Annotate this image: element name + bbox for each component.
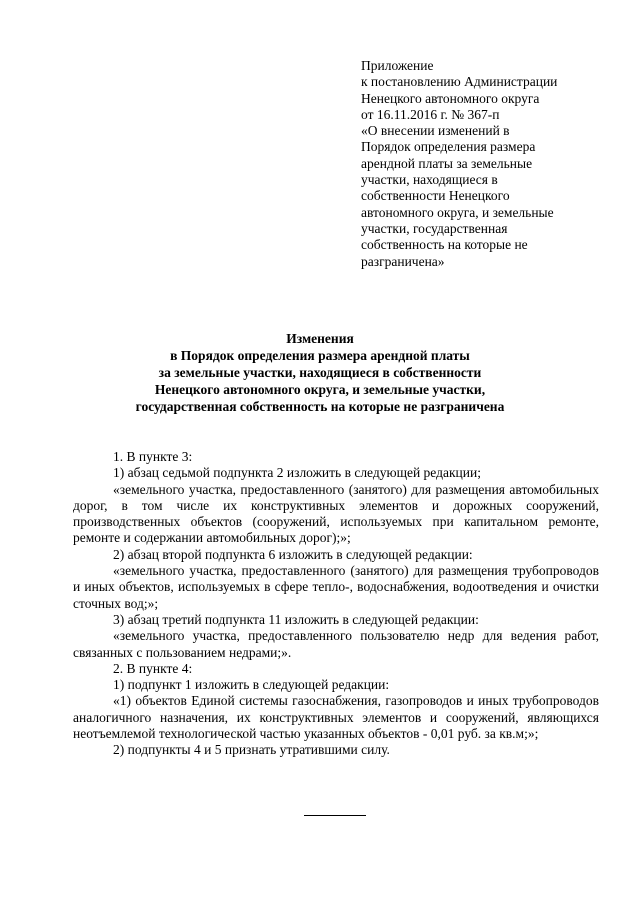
paragraph: «земельного участка, предоставленного (занятого) для размещения трубопроводов и иных объектов, используемых в сфере тепло-, водоснабжения, водоотведения и очистки сточных вод;»; — [73, 563, 599, 611]
appendix-block — [361, 58, 601, 270]
appendix-line: к постановлению Администрации — [361, 74, 558, 90]
appendix-line: автономного округа, и земельные — [361, 204, 554, 220]
paragraph: 2. В пункте 4: — [113, 660, 193, 676]
appendix-line: арендной платы за земельные — [361, 155, 533, 171]
title-line: Ненецкого автономного округа, и земельные участки, — [154, 382, 486, 397]
appendix-line: Порядок определения размера — [361, 139, 536, 155]
title-line: государственная собственность на которые не разграничена — [135, 399, 505, 414]
appendix-line: Приложение — [361, 58, 434, 73]
end-divider — [304, 815, 366, 816]
title-line: в Порядок определения размера арендной платы — [170, 348, 470, 363]
appendix-line: «О внесении изменений в — [361, 123, 510, 139]
title-line: Изменения — [286, 331, 354, 346]
paragraph: 1) подпункт 1 изложить в следующей редакции: — [113, 677, 390, 693]
appendix-line: участки, находящиеся в — [361, 172, 498, 188]
appendix-line: разграничена» — [361, 253, 445, 269]
paragraph: 3) абзац третий подпункта 11 изложить в следующей редакции: — [113, 611, 479, 627]
paragraph: 1. В пункте 3: — [113, 449, 193, 464]
paragraph: 2) абзац второй подпункта 6 изложить в следующей редакции: — [113, 546, 473, 562]
appendix-line: участки, государственная — [361, 220, 508, 236]
appendix-line: от 16.11.2016 г. № 367-п — [361, 106, 500, 122]
paragraph: «1) объектов Единой системы газоснабжения, газопроводов и иных трубопроводов аналогичного назначения, их конструктивных элементов и сооружений, являющихся неотъемлемой технологической частью указанных объектов - 0,01 руб. за кв.м;»; — [73, 693, 599, 742]
paragraph: «земельного участка, предоставленного (занятого) для размещения автомобильных дорог, в том числе их конструктивных элементов и дорожных сооружений, производственных объектов (сооружений, используемых при капитальном ремонте, ремонте и содержании автомобильных дорог);»; — [73, 481, 599, 546]
appendix-line: собственности Ненецкого — [361, 188, 510, 204]
document-title — [100, 330, 540, 415]
document-body — [73, 449, 599, 759]
paragraph: «земельного участка, предоставленного пользователю недр для ведения работ, связанных с пользованием недрами;». — [73, 628, 599, 660]
appendix-line: Ненецкого автономного округа — [361, 90, 540, 106]
appendix-line: собственность на которые не — [361, 237, 528, 253]
paragraph: 1) абзац седьмой подпункта 2 изложить в следующей редакции; — [113, 465, 481, 481]
title-line: за земельные участки, находящиеся в собственности — [158, 365, 482, 380]
paragraph: 2) подпункты 4 и 5 признать утратившими силу. — [113, 742, 390, 758]
